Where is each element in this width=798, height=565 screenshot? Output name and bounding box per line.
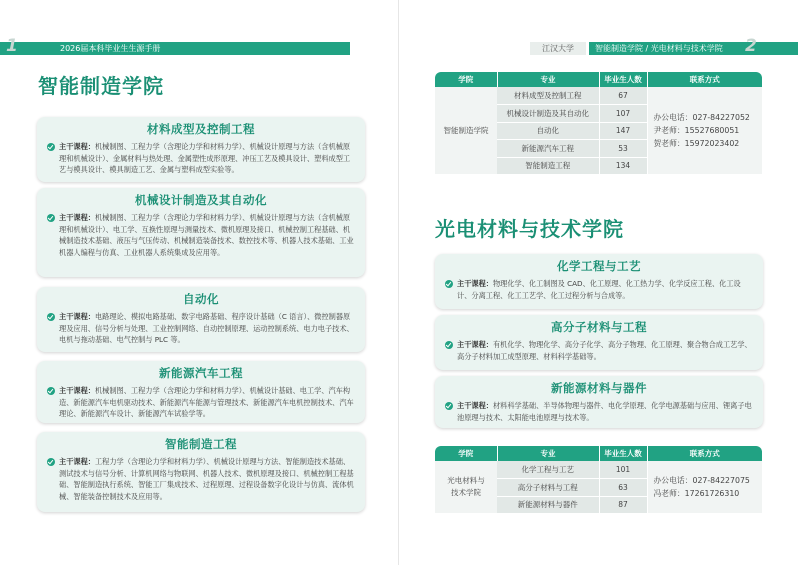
column-header: 专业 xyxy=(497,446,599,461)
school2-title: 光电材料与技术学院 xyxy=(435,217,624,241)
contact-cell xyxy=(647,461,762,514)
college-line: 技术学院 xyxy=(451,488,481,497)
courses-label: 主干课程： xyxy=(457,340,493,349)
courses-label: 主干课程： xyxy=(59,213,95,222)
page-spine xyxy=(398,0,399,565)
courses-text: 机械制图、工程力学（含理论力学和材料力学）、机械设计原理与方法（含机械原理和机械设计）、金属材料与热处理、金属塑性成形原理、冲压工艺及模具设计、塑料成型工艺与模具设计、模具制造工艺、金属与塑料成型实验等。 xyxy=(59,142,351,174)
table-header-row xyxy=(435,446,762,461)
major-card xyxy=(37,117,365,182)
column-header: 学院 xyxy=(435,446,497,461)
check-circle-icon xyxy=(445,341,453,349)
major-cell: 新能源材料与器件 xyxy=(497,496,599,514)
column-header: 学院 xyxy=(435,72,497,87)
major-courses xyxy=(445,339,753,362)
courses-label: 主干课程： xyxy=(457,279,493,288)
major-courses xyxy=(47,385,355,420)
major-title: 新能源材料与器件 xyxy=(551,381,647,395)
check-circle-icon xyxy=(47,313,55,321)
contact-line: 办公电话：027-84227075 xyxy=(653,476,750,485)
contact-cell xyxy=(647,87,762,175)
courses-text: 物理化学、化工制图及 CAD、化工原理、化工热力学、化学反应工程、化工设计、分离工程、化工工艺学、化工过程分析与合成等。 xyxy=(457,279,741,300)
major-card xyxy=(435,376,763,428)
major-courses xyxy=(445,278,753,301)
college-line: 光电材料与 xyxy=(447,476,485,485)
count-cell: 107 xyxy=(599,105,647,123)
major-courses xyxy=(47,456,355,502)
major-cell: 机械设计制造及其自动化 xyxy=(497,105,599,123)
school1-graduates-table xyxy=(435,72,762,175)
major-cell: 材料成型及控制工程 xyxy=(497,87,599,105)
major-courses xyxy=(47,212,355,258)
major-card xyxy=(37,287,365,352)
college-cell: 智能制造学院 xyxy=(435,87,497,175)
major-title: 自动化 xyxy=(183,292,219,306)
major-cell: 化学工程与工艺 xyxy=(497,461,599,479)
major-cell: 高分子材料与工程 xyxy=(497,479,599,497)
courses-label: 主干课程： xyxy=(59,312,95,321)
contact-line: 办公电话：027-84227052 xyxy=(653,113,750,122)
major-title: 智能制造工程 xyxy=(165,437,237,451)
count-cell: 147 xyxy=(599,122,647,140)
major-courses xyxy=(47,141,355,176)
check-circle-icon xyxy=(47,214,55,222)
count-cell: 101 xyxy=(599,461,647,479)
major-card xyxy=(435,315,763,370)
major-title: 化学工程与工艺 xyxy=(557,259,641,273)
count-cell: 134 xyxy=(599,157,647,175)
count-cell: 87 xyxy=(599,496,647,514)
courses-text: 有机化学、物理化学、高分子化学、高分子物理、化工原理、聚合物合成工艺学、高分子材料加工成型原理、材料科学基础等。 xyxy=(457,340,752,361)
major-card xyxy=(37,188,365,277)
courses-text: 工程力学（含理论力学和材料力学）、机械设计原理与方法、智能制造技术基础、测试技术与信号分析、计算机网络与物联网、机器人技术、微机原理及接口、机械控制工程基础、智能制造执行系统、智能工厂集成技术、过程原理、过程设备数字化设计与仿真、流体机械、智能装备控制技术及应用等。 xyxy=(59,457,354,501)
check-circle-icon xyxy=(47,143,55,151)
major-cell: 新能源汽车工程 xyxy=(497,140,599,158)
table-header-row xyxy=(435,72,762,87)
check-circle-icon xyxy=(47,458,55,466)
count-cell: 67 xyxy=(599,87,647,105)
header-title-left: 2026届本科毕业生生源手册 xyxy=(60,44,161,53)
table-row xyxy=(435,87,762,105)
school1-title: 智能制造学院 xyxy=(38,74,164,98)
header-university: 江汉大学 xyxy=(530,42,586,55)
header-bar-left xyxy=(0,42,350,55)
courses-text: 机械制图、工程力学（含理论力学和材料力学）、机械设计原理与方法（含机械原理和机械设计）、电工学、互换性原理与测量技术、微机原理及接口、机械控制工程基础、机械制造技术基础、液压与气压传动、机械制造装备技术、数控技术等、机器人技术基础、工业机器人编程与仿真、工业机器人系统集成及应用等。 xyxy=(59,213,354,257)
count-cell: 53 xyxy=(599,140,647,158)
contact-line: 贺老师：15972023402 xyxy=(653,139,740,148)
courses-text: 电路理论、模拟电路基础、数字电路基础、程序设计基础（C 语言）、微控制器原理及应用、信号分析与处理、工业控制网络、自动控制原理、运动控制系统、电力电子技术、电机与拖动基础、电气控制与 PLC 等。 xyxy=(59,312,354,344)
courses-text: 材料科学基础、半导体物理与器件、电化学原理、化学电源基础与应用、锂离子电池原理与技术、太阳能电池原理与技术等。 xyxy=(457,401,752,422)
header-title-right: 智能制造学院 / 光电材料与技术学院 xyxy=(595,44,723,53)
major-title: 机械设计制造及其自动化 xyxy=(135,193,267,207)
check-circle-icon xyxy=(445,280,453,288)
courses-label: 主干课程： xyxy=(59,386,95,395)
column-header: 联系方式 xyxy=(647,72,762,87)
column-header: 毕业生人数 xyxy=(599,446,647,461)
major-courses xyxy=(445,400,753,423)
major-title: 材料成型及控制工程 xyxy=(147,122,255,136)
check-circle-icon xyxy=(445,402,453,410)
college-cell xyxy=(435,461,497,514)
major-title: 高分子材料与工程 xyxy=(551,320,647,334)
contact-line: 冯老师：17261726310 xyxy=(653,489,740,498)
major-courses xyxy=(47,311,355,346)
contact-line: 尹老师：15527680051 xyxy=(653,126,740,135)
major-card xyxy=(37,432,365,512)
page-number-left: 1 xyxy=(6,36,18,56)
column-header: 联系方式 xyxy=(647,446,762,461)
page-number-right: 2 xyxy=(745,36,757,56)
major-card xyxy=(435,254,763,309)
major-cell: 自动化 xyxy=(497,122,599,140)
column-header: 专业 xyxy=(497,72,599,87)
major-cell: 智能制造工程 xyxy=(497,157,599,175)
school2-graduates-table xyxy=(435,446,762,514)
courses-label: 主干课程： xyxy=(457,401,493,410)
courses-label: 主干课程： xyxy=(59,142,95,151)
count-cell: 63 xyxy=(599,479,647,497)
table-row xyxy=(435,461,762,479)
column-header: 毕业生人数 xyxy=(599,72,647,87)
major-title: 新能源汽车工程 xyxy=(159,366,243,380)
courses-text: 机械制图、工程力学（含理论力学和材料力学）、机械设计基础、电工学、汽车构造、新能源汽车电机驱动技术、新能源汽车能源与管理技术、新能源汽车电机控制技术、汽车理论、新能源汽车设计、新能源汽车试验学等。 xyxy=(59,386,354,418)
major-card xyxy=(37,361,365,423)
check-circle-icon xyxy=(47,387,55,395)
courses-label: 主干课程： xyxy=(59,457,95,466)
